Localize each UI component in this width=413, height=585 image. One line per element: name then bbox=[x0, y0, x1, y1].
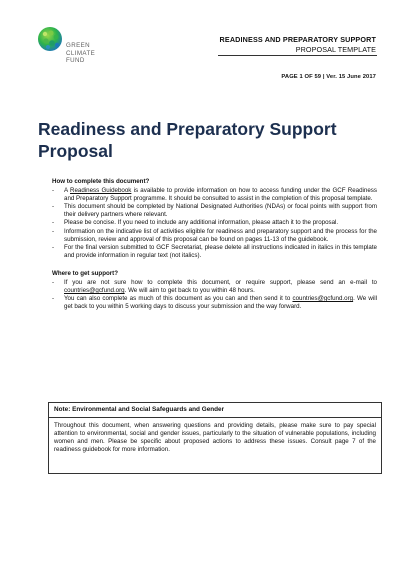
text: . We will aim to get back to you within 48 hours. bbox=[124, 287, 255, 295]
logo-line-2: CLIMATE bbox=[66, 49, 96, 57]
list-item bbox=[52, 295, 377, 311]
text: is available to provide information on how to access funding under the GCF Readiness and Preparatory Support programme. It should be consulted to assist in the completion of this proposal template. bbox=[64, 187, 377, 203]
text: If you are not sure how to complete this document, or require support, please send an e-mail to bbox=[64, 279, 377, 287]
logo-wordmark bbox=[66, 42, 95, 65]
instructions bbox=[52, 178, 377, 311]
gcf-logo bbox=[36, 24, 106, 74]
how-to-heading: How to complete this document? bbox=[52, 178, 150, 185]
list-item: - Please be concise. If you need to include any additional information, please attach it to the proposal. bbox=[52, 219, 377, 227]
document-title-line-1: Readiness and Preparatory Support bbox=[38, 119, 337, 139]
note-heading: Note: Environmental and Social Safeguards and Gender bbox=[49, 403, 381, 418]
text: A bbox=[64, 187, 70, 195]
logo-line-3: FUND bbox=[66, 57, 85, 65]
document-title bbox=[38, 118, 378, 162]
header-divider bbox=[218, 55, 377, 56]
support-list bbox=[52, 279, 377, 311]
list-item bbox=[52, 187, 377, 203]
list-item bbox=[52, 279, 377, 295]
email-link[interactable]: countries@gcfund.org bbox=[292, 295, 354, 303]
support-heading: Where to get support? bbox=[52, 269, 118, 277]
list-item: - For the final version submitted to GCF Secretariat, please delete all instructions indicated in italics in this template and provide information in regular text (not italics). bbox=[52, 244, 377, 260]
note-body: Throughout this document, when answering questions and providing details, please make sure to pay special attention to environmental, social and gender issues, particularly to the situation of vulnerable populations, including women and men. Please be specific about proposed actions to address these issues. Consult page 7 of the readiness guidebook for more information. bbox=[54, 422, 376, 454]
header-title: READINESS AND PREPARATORY SUPPORT bbox=[219, 35, 376, 44]
text: . We will get back to you within 5 working days to discuss your submission and the way forward. bbox=[64, 295, 377, 311]
list-item: - This document should be completed by National Designated Authorities (NDAs) or focal points with support from their delivery partners where relevant. bbox=[52, 203, 377, 219]
text: You can also complete as much of this document as you can and then send it to bbox=[64, 295, 293, 303]
list-item: - Information on the indicative list of activities eligible for readiness and preparatory support and the process for the submission, review and approval of this proposal can be found on pages 11-13 of the guidebook. bbox=[52, 228, 377, 244]
guidebook-link[interactable]: Readiness Guidebook bbox=[70, 187, 132, 195]
document-title-line-2: Proposal bbox=[38, 141, 113, 161]
email-link[interactable]: countries@gcfund.org bbox=[64, 287, 125, 295]
safeguards-note-box bbox=[48, 402, 382, 474]
page-info: PAGE 1 OF 59 | Ver. 15 June 2017 bbox=[281, 74, 376, 80]
logo-line-1: GREEN bbox=[66, 42, 91, 49]
header-subtitle: PROPOSAL TEMPLATE bbox=[295, 45, 376, 54]
how-to-list bbox=[52, 187, 377, 260]
globe-icon bbox=[36, 24, 68, 56]
